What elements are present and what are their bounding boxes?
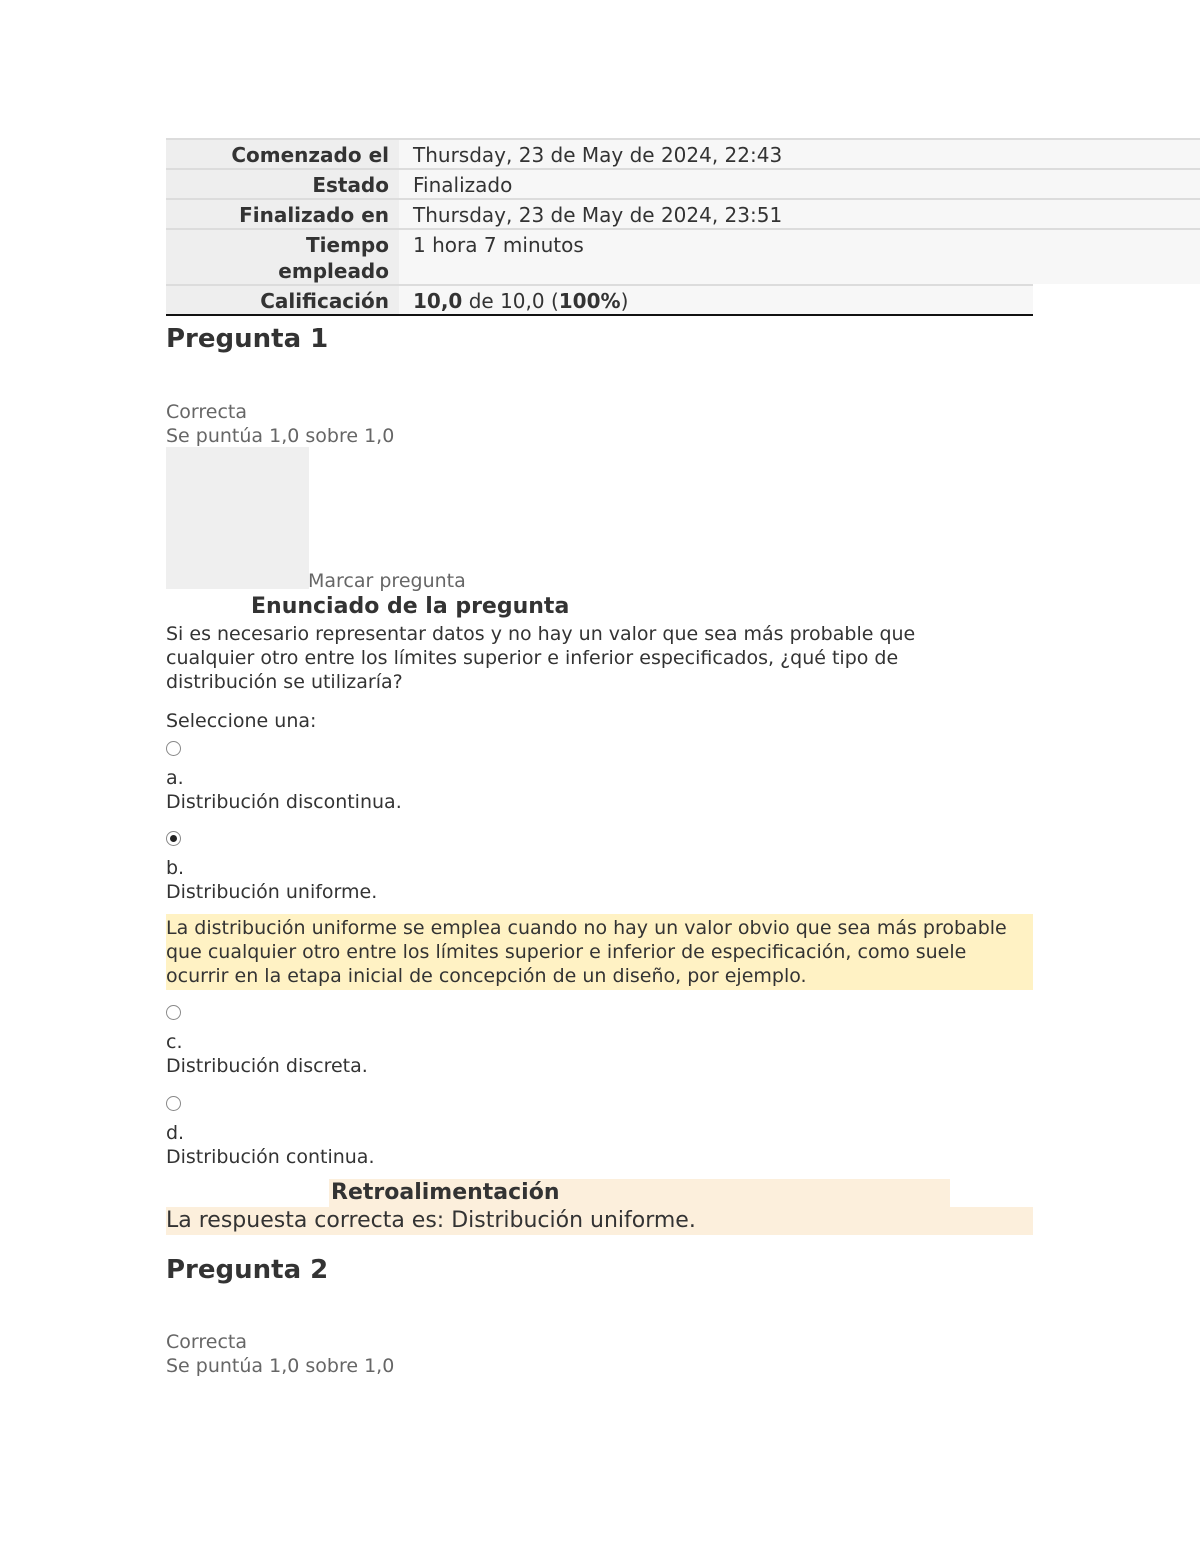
summary-value: Thursday, 23 de May de 2024, 23:51: [399, 200, 1200, 228]
answer-option-a[interactable]: [166, 741, 402, 814]
summary-row-finished: [166, 198, 1200, 228]
radio-button[interactable]: [166, 741, 181, 756]
option-letter: c.: [166, 1031, 183, 1053]
answer-option-b[interactable]: [166, 831, 377, 904]
option-letter: b.: [166, 857, 185, 879]
summary-row-started: [166, 138, 1200, 168]
question-text: Si es necesario representar datos y no hay un valor que sea más probable que cualquier otro entre los límites superior e inferior especificados, ¿qué tipo de distribución se utilizaría?: [166, 623, 916, 693]
summary-label: Comenzado el: [166, 140, 399, 168]
option-text: Distribución discontinua.: [166, 791, 402, 813]
option-text: Distribución discreta.: [166, 1055, 368, 1077]
summary-label: Calificación: [166, 286, 399, 314]
summary-value: [399, 286, 1033, 314]
question-2-status: Correcta: [166, 1331, 247, 1353]
question-text-heading: Enunciado de la pregunta: [251, 594, 570, 619]
question-2-score: Se puntúa 1,0 sobre 1,0: [166, 1355, 395, 1377]
summary-label-line: empleado: [278, 259, 389, 283]
question-1-title: Pregunta 1: [166, 324, 329, 354]
summary-value: Finalizado: [399, 170, 1200, 198]
answer-option-d[interactable]: [166, 1096, 375, 1169]
summary-row-grade: [166, 284, 1033, 316]
option-letter: a.: [166, 767, 184, 789]
radio-button[interactable]: [166, 1005, 181, 1020]
grade-close: ): [620, 289, 629, 313]
grade-percent: 100%: [558, 289, 621, 313]
radio-button-selected[interactable]: [166, 831, 181, 846]
feedback-text: La respuesta correcta es: Distribución uniforme.: [166, 1207, 1033, 1235]
question-1-score: Se puntúa 1,0 sobre 1,0: [166, 425, 395, 447]
summary-value: 1 hora 7 minutos: [399, 230, 1200, 284]
attempt-summary-table: [166, 138, 1200, 316]
option-text: Distribución uniforme.: [166, 881, 378, 903]
question-2-title: Pregunta 2: [166, 1255, 329, 1285]
radio-button[interactable]: [166, 1096, 181, 1111]
grade-max: de 10,0 (: [462, 289, 559, 313]
answer-prompt: Seleccione una:: [166, 710, 317, 732]
flag-icon[interactable]: [166, 447, 309, 589]
option-letter: d.: [166, 1122, 185, 1144]
option-text: Distribución continua.: [166, 1146, 375, 1168]
summary-value: Thursday, 23 de May de 2024, 22:43: [399, 140, 1200, 168]
answer-option-c[interactable]: [166, 1005, 368, 1078]
summary-label: Estado: [166, 170, 399, 198]
question-1-status: Correcta: [166, 401, 247, 423]
summary-row-state: [166, 168, 1200, 198]
summary-label-line: Tiempo: [306, 233, 389, 257]
flag-question-link[interactable]: Marcar pregunta: [308, 570, 466, 592]
feedback-heading: Retroalimentación: [329, 1179, 950, 1207]
summary-label: Finalizado en: [166, 200, 399, 228]
grade-points: 10,0: [413, 289, 463, 313]
summary-label: [166, 230, 399, 284]
summary-row-time: [166, 228, 1200, 284]
option-feedback: La distribución uniforme se emplea cuando no hay un valor obvio que sea más probable que cualquier otro entre los límites superior e inferior de especificación, como suele ocurrir en la etapa inicial de concepción de un diseño, por ejemplo.: [166, 914, 1033, 990]
